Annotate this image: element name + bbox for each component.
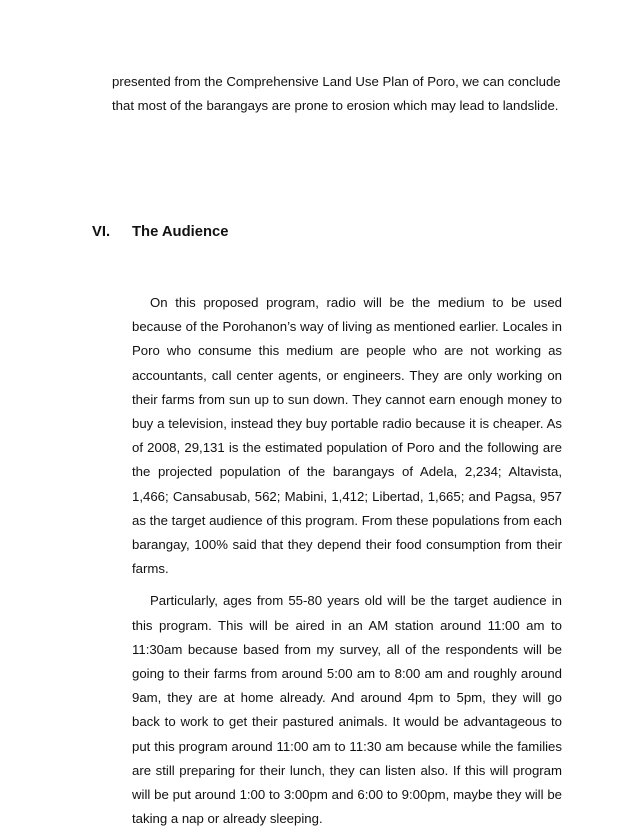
section-body (132, 291, 562, 839)
paragraph-target-audience: Particularly, ages from 55-80 years old will be the target audience in this program. This will be aired in an AM station around 11:00 am to 11:30am because based from my survey, all of the respondents will be going to their farms from around 5:00 am to 8:00 am and roughly around 9am, they are at home already. And around 4pm to 5pm, they will go back to work to get their pastured animals. It would be advantageous to put this program around 11:00 am to 11:30 am because while the families are still preparing for their lunch, they can listen also. If this will program will be put around 1:00 to 3:00pm and 6:00 to 9:00pm, maybe they will be taking a nap or already sleeping. (132, 593, 562, 827)
paragraph-medium: On this proposed program, radio will be the medium to be used because of the Porohanon’s way of living as mentioned earlier. Locales in Poro who consume this medium are people who are not working as accountants, call center agents, or engineers. They are only working on their farms from sun up to sun down. They cannot earn enough money to buy a television, instead they buy portable radio because it is cheaper. As of 2008, 29,131 is the estimated population of Poro and the following are the projected population of the barangays of Adela, 2,234; Altavista, 1,466; Cansabusab, 562; Mabini, 1,412; Libertad, 1,665; and Pagsa, 957 as the target audience of this program. From these populations from each barangay, 100% said that they depend their food consumption from their farms. (132, 295, 562, 577)
section-number: VI. (92, 224, 111, 240)
intro-paragraph: presented from the Comprehensive Land Use Plan of Poro, we can conclude that most of the barangays are prone to erosion which may lead to landslide. (112, 74, 561, 113)
section-title: The Audience (132, 224, 229, 240)
section-heading (92, 224, 572, 240)
